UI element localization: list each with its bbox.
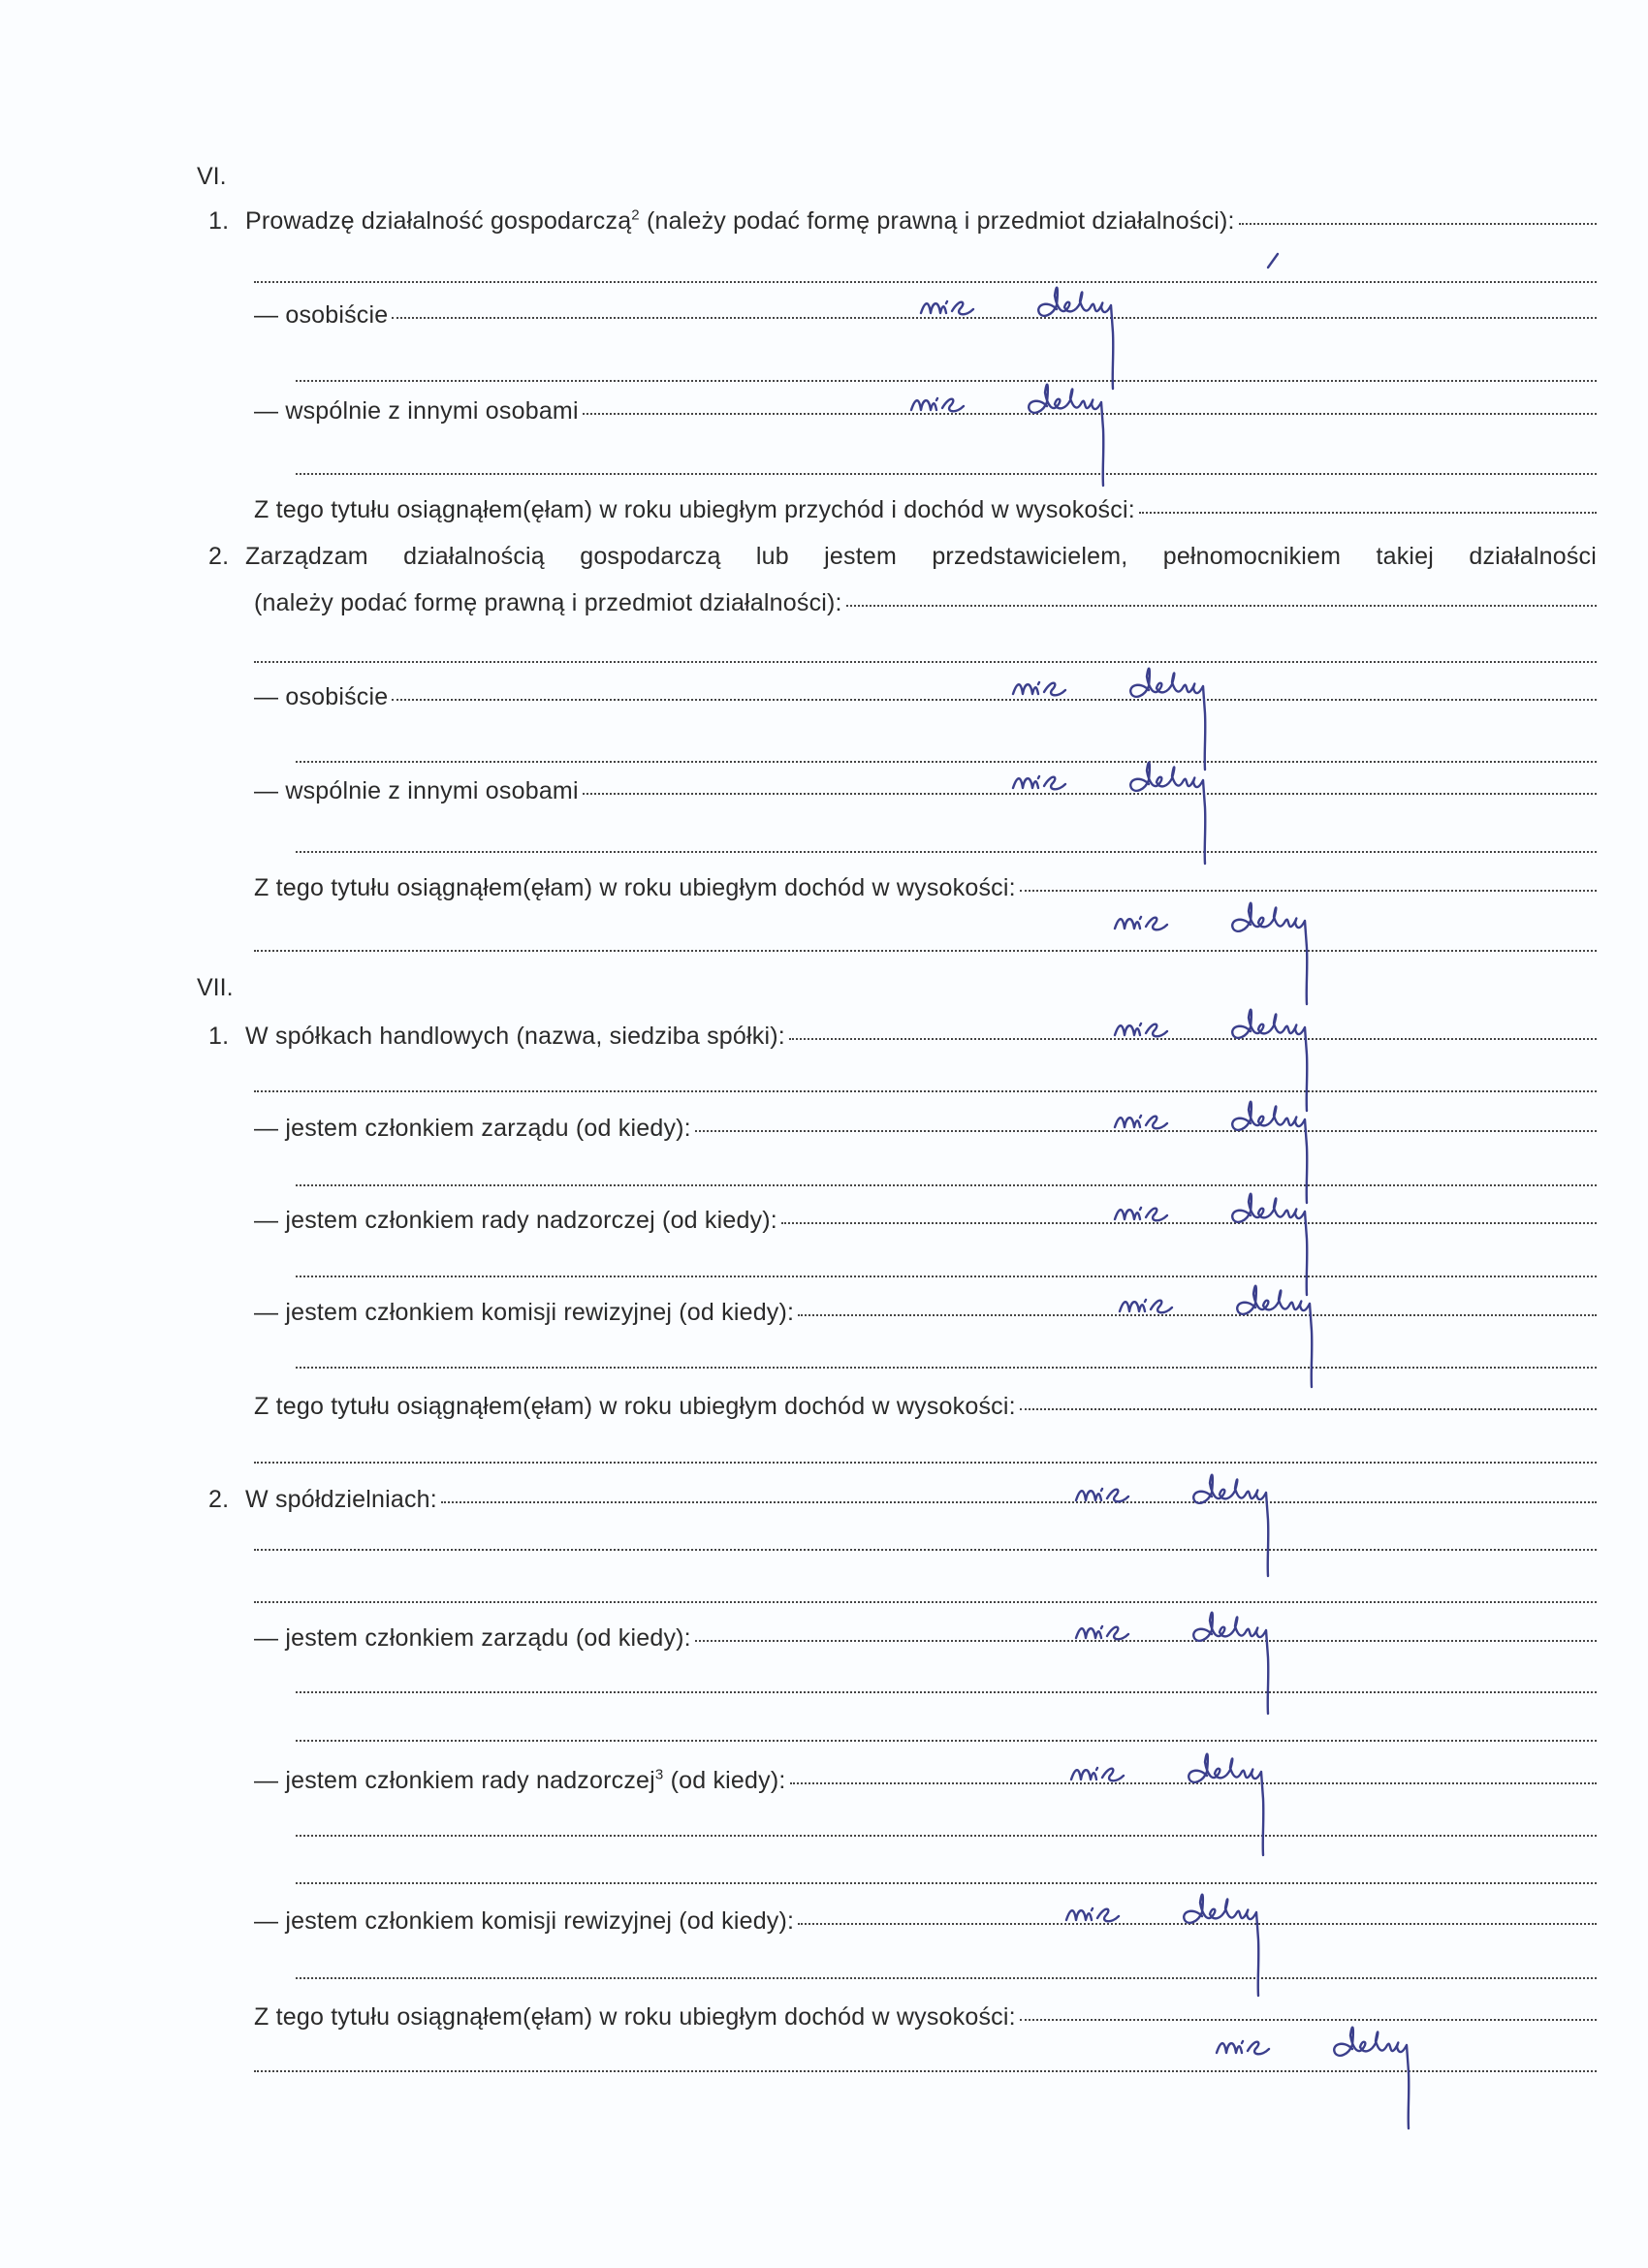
vi-item1-personal-label: — osobiście bbox=[254, 301, 389, 329]
vii-item2-income-label: Z tego tytułu osiągnąłem(ęłam) w roku ubiegłym dochód w wysokości: bbox=[254, 2003, 1016, 2031]
vii-item2-board-label: — jestem członkiem zarządu (od kiedy): bbox=[254, 1624, 691, 1652]
vii-item1-board-label: — jestem członkiem zarządu (od kiedy): bbox=[254, 1115, 691, 1142]
vii-item2-audit-label: — jestem członkiem komisji rewizyjnej (od kiedy): bbox=[254, 1907, 795, 1935]
vii-item1-supervisory-label: — jestem członkiem rady nadzorczej (od kiedy): bbox=[254, 1207, 777, 1234]
section-vii-heading: VII. bbox=[197, 974, 234, 1001]
vi-item1-joint-label: — wspólnie z innymi osobami bbox=[254, 397, 579, 425]
vi-item2-text-line2: (należy podać formę prawną i przedmiot działalności): bbox=[254, 589, 842, 616]
vii-item2-supervisory-label: — jestem członkiem rady nadzorczej$^3$ (od kiedy): bbox=[254, 1766, 786, 1794]
vi-item1-income-label: Z tego tytułu osiągnąłem(ęłam) w roku ubiegłym przychód i dochód w wysokości: bbox=[254, 496, 1135, 523]
vii-item2-number: 2. bbox=[208, 1486, 230, 1513]
hw-slash-mark bbox=[1268, 254, 1278, 268]
hw-vii-2-income bbox=[1217, 2028, 1409, 2128]
vii-item2-text: W spółdzielniach: bbox=[245, 1486, 437, 1513]
hw-vii-2-supervisory bbox=[1071, 1754, 1263, 1855]
section-vi-heading: VI. bbox=[197, 163, 227, 190]
hw-vii-1-audit bbox=[1120, 1286, 1312, 1387]
hw-vi-1-joint bbox=[911, 385, 1103, 486]
vi-item1-text: Prowadzę działalność gospodarczą$^2$ (należy podać formę prawną i przedmiot działalności): bbox=[245, 206, 1235, 235]
hw-vii-1-board bbox=[1115, 1102, 1307, 1203]
vii-item1-number: 1. bbox=[208, 1023, 230, 1050]
hw-vii-1-supervisory bbox=[1115, 1194, 1307, 1295]
vi-item2-number: 2. bbox=[208, 543, 230, 570]
vii-item1-audit-label: — jestem członkiem komisji rewizyjnej (od kiedy): bbox=[254, 1299, 795, 1326]
hw-vi-2-personal bbox=[1013, 669, 1205, 770]
hw-vii-1-name bbox=[1115, 1010, 1307, 1111]
hw-vi-2-joint bbox=[1013, 763, 1205, 864]
vi-item2-income-label: Z tego tytułu osiągnąłem(ęłam) w roku ubiegłym dochód w wysokości: bbox=[254, 874, 1016, 901]
hw-vii-2-audit bbox=[1066, 1895, 1258, 1996]
vi-item2-text-line1: Zarządzam działalnością gospodarczą lub jestem przedstawicielem, pełnomocnikiem takiej działalności bbox=[245, 543, 1597, 570]
hw-vi-2-income bbox=[1115, 903, 1307, 1004]
hw-vi-1-personal bbox=[921, 288, 1113, 389]
vi-item1-number: 1. bbox=[208, 207, 230, 235]
hw-vii-2-board bbox=[1076, 1613, 1268, 1714]
vi-item2-personal-label: — osobiście bbox=[254, 683, 389, 710]
vii-item1-text: W spółkach handlowych (nazwa, siedziba spółki): bbox=[245, 1023, 785, 1050]
vii-item1-income-label: Z tego tytułu osiągnąłem(ęłam) w roku ubiegłym dochód w wysokości: bbox=[254, 1393, 1016, 1420]
vi-item2-joint-label: — wspólnie z innymi osobami bbox=[254, 777, 579, 804]
hw-vii-2-name bbox=[1076, 1475, 1268, 1576]
